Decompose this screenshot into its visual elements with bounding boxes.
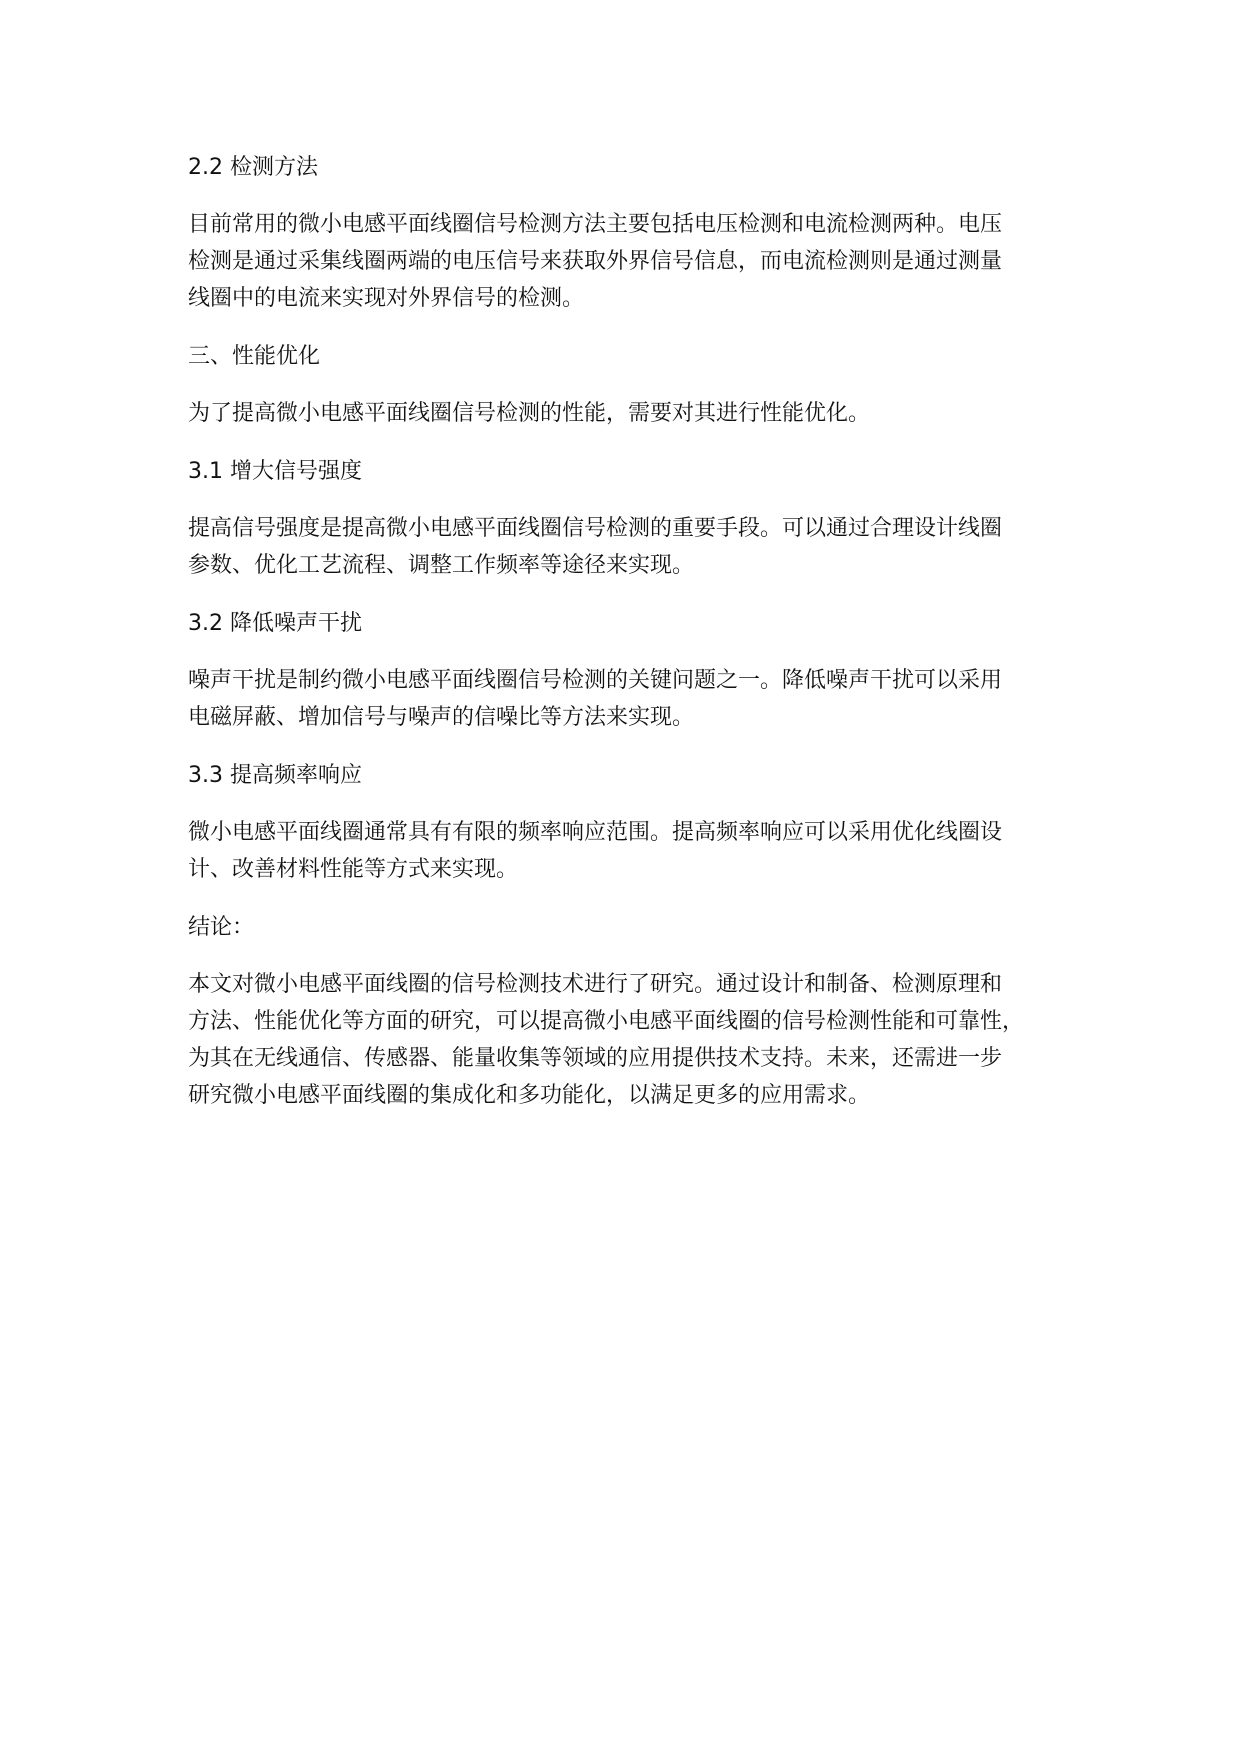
heading-line: 结论： [188,915,255,940]
heading-line: 3.3 提高频率响应 [188,763,362,788]
section-3-2-heading [188,608,1088,640]
section-3-3-heading [188,760,1088,792]
paragraph-line: 本文对微小电感平面线圈的信号检测技术进行了研究。通过设计和制备、检测原理和 [188,972,1003,997]
paragraph-line: 线圈中的电流来实现对外界信号的检测。 [188,286,585,311]
section-3-paragraph [188,395,1088,432]
section-2-2-heading [188,152,1088,184]
paragraph-line: 目前常用的微小电感平面线圈信号检测方法主要包括电压检测和电流检测两种。电压 [188,212,1003,237]
section-3-1-paragraph [188,510,1088,584]
paragraph-line: 计、改善材料性能等方式来实现。 [188,857,519,882]
section-3-1-heading [188,456,1088,488]
paragraph-line: 方法、性能优化等方面的研究，可以提高微小电感平面线圈的信号检测性能和可靠性， [188,1009,1025,1034]
heading-line: 2.2 检测方法 [188,155,318,180]
paragraph-line: 为了提高微小电感平面线圈信号检测的性能，需要对其进行性能优化。 [188,401,871,426]
section-3-3-paragraph [188,814,1088,888]
paragraph-line: 研究微小电感平面线圈的集成化和多功能化，以满足更多的应用需求。 [188,1083,871,1108]
document-body [188,152,1088,1138]
paragraph-line: 检测是通过采集线圈两端的电压信号来获取外界信号信息，而电流检测则是通过测量 [188,249,1003,274]
heading-line: 3.2 降低噪声干扰 [188,611,362,636]
section-3-2-paragraph [188,662,1088,736]
heading-line: 3.1 增大信号强度 [188,459,362,484]
heading-line: 三、性能优化 [188,344,321,369]
paragraph-line: 提高信号强度是提高微小电感平面线圈信号检测的重要手段。可以通过合理设计线圈 [188,516,1003,541]
paragraph-line: 微小电感平面线圈通常具有有限的频率响应范围。提高频率响应可以采用优化线圈设 [188,820,1003,845]
paragraph-line: 噪声干扰是制约微小电感平面线圈信号检测的关键问题之一。降低噪声干扰可以采用 [188,668,1003,693]
section-2-2-paragraph [188,206,1088,317]
paragraph-line: 电磁屏蔽、增加信号与噪声的信噪比等方法来实现。 [188,705,695,730]
section-3-heading [188,341,1088,373]
paragraph-line: 参数、优化工艺流程、调整工作频率等途径来实现。 [188,553,695,578]
conclusion-paragraph [188,966,1088,1114]
conclusion-heading [188,912,1088,944]
paragraph-line: 为其在无线通信、传感器、能量收集等领域的应用提供技术支持。未来，还需进一步 [188,1046,1003,1071]
